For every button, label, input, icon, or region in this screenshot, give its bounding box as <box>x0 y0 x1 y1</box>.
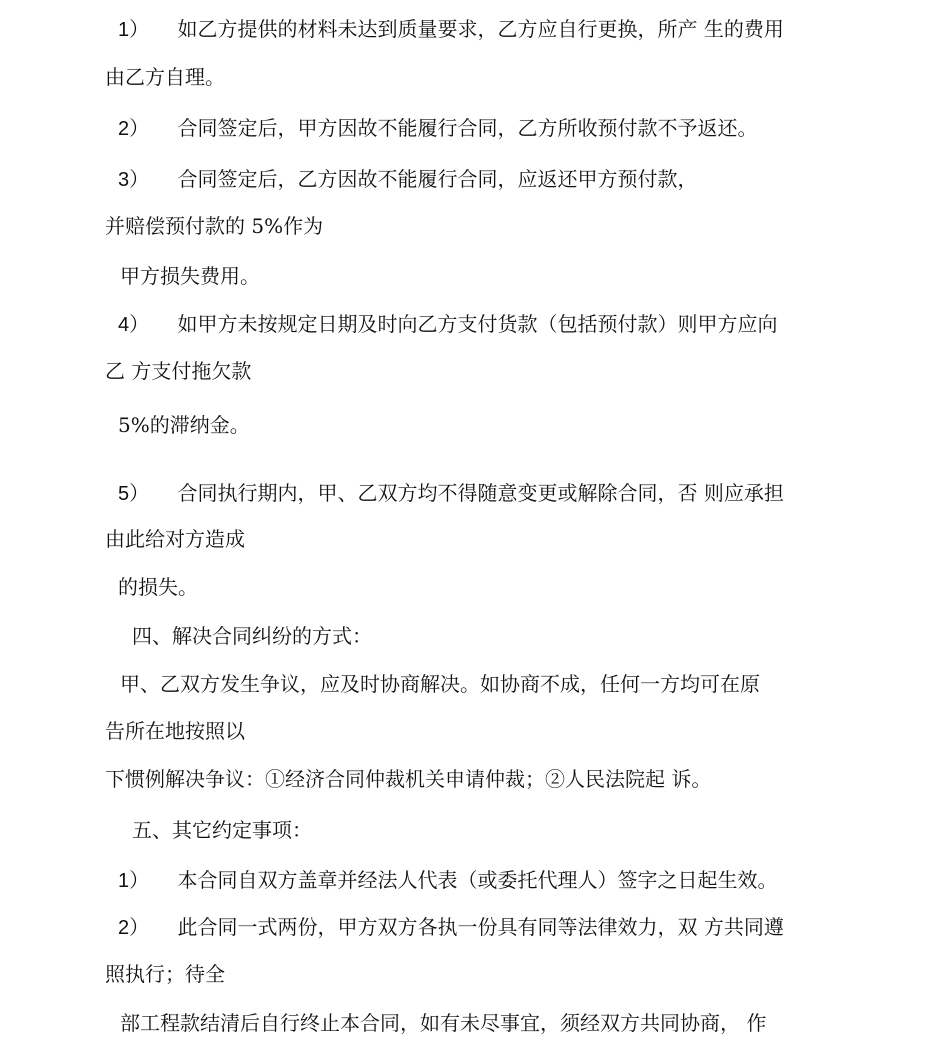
section-4-heading: 四、解决合同纠纷的方式： <box>132 624 372 648</box>
clause-4-text: 如甲方未按规定日期及时向乙方支付货款（包括预付款）则甲方应向 <box>177 312 778 336</box>
clause-1-number: 1） <box>118 19 150 41</box>
section-5-clause-2-line-3: 部工程款结清后自行终止本合同，如有未尽事宜，须经双方共同协商， 作 <box>120 1011 767 1035</box>
section-5-clause-2-text: 此合同一式两份，甲方双方各执一份具有同等法律效力，双 方共同遵 <box>177 915 784 939</box>
clause-3-number: 3） <box>118 169 150 191</box>
clause-4-line-3: 5%的滞纳金。 <box>118 413 250 437</box>
clause-1-line-2: 由乙方自理。 <box>105 65 225 89</box>
clause-5-number: 5） <box>118 483 150 505</box>
clause-1-line-1 <box>118 16 784 43</box>
clause-1-text: 如乙方提供的材料未达到质量要求，乙方应自行更换，所产 生的费用 <box>177 17 784 41</box>
section-4-line-1: 甲、乙双方发生争议，应及时协商解决。如协商不成，任何一方均可在原 <box>120 672 760 696</box>
section-5-clause-2-line-1 <box>118 914 784 941</box>
clause-5-line-2: 由此给对方造成 <box>105 527 245 551</box>
clause-4-number: 4） <box>118 314 150 336</box>
section-5-clause-1-text: 本合同自双方盖章并经法人代表（或委托代理人）签字之日起生效。 <box>177 868 778 892</box>
clause-2-line-1 <box>118 115 757 142</box>
clause-3-line-3: 甲方损失费用。 <box>120 264 260 288</box>
clause-3-line-1 <box>118 166 697 193</box>
section-5-clause-2-line-2: 照执行；待全 <box>105 962 225 986</box>
clause-3-line-2: 并赔偿预付款的 5%作为 <box>105 214 324 238</box>
clause-2-text: 合同签定后，甲方因故不能履行合同，乙方所收预付款不予返还。 <box>177 116 758 140</box>
section-4-line-2: 告所在地按照以 <box>105 719 245 743</box>
clause-4-line-2: 乙 方支付拖欠款 <box>105 359 252 383</box>
section-5-heading: 五、其它约定事项： <box>132 818 312 842</box>
section-4-line-3: 下惯例解决争议：①经济合同仲裁机关申请仲裁；②人民法院起 诉。 <box>105 767 712 791</box>
clause-5-line-3: 的损失。 <box>118 575 198 599</box>
clause-3-text: 合同签定后，乙方因故不能履行合同，应返还甲方预付款， <box>177 167 698 191</box>
section-5-clause-2-number: 2） <box>118 917 150 939</box>
clause-5-line-1 <box>118 480 784 507</box>
section-5-clause-1-number: 1） <box>118 870 150 892</box>
section-5-clause-1-line-1 <box>118 867 777 894</box>
clause-5-text: 合同执行期内，甲、乙双方均不得随意变更或解除合同，否 则应承担 <box>177 481 784 505</box>
clause-2-number: 2） <box>118 118 150 140</box>
clause-4-line-1 <box>118 311 777 338</box>
